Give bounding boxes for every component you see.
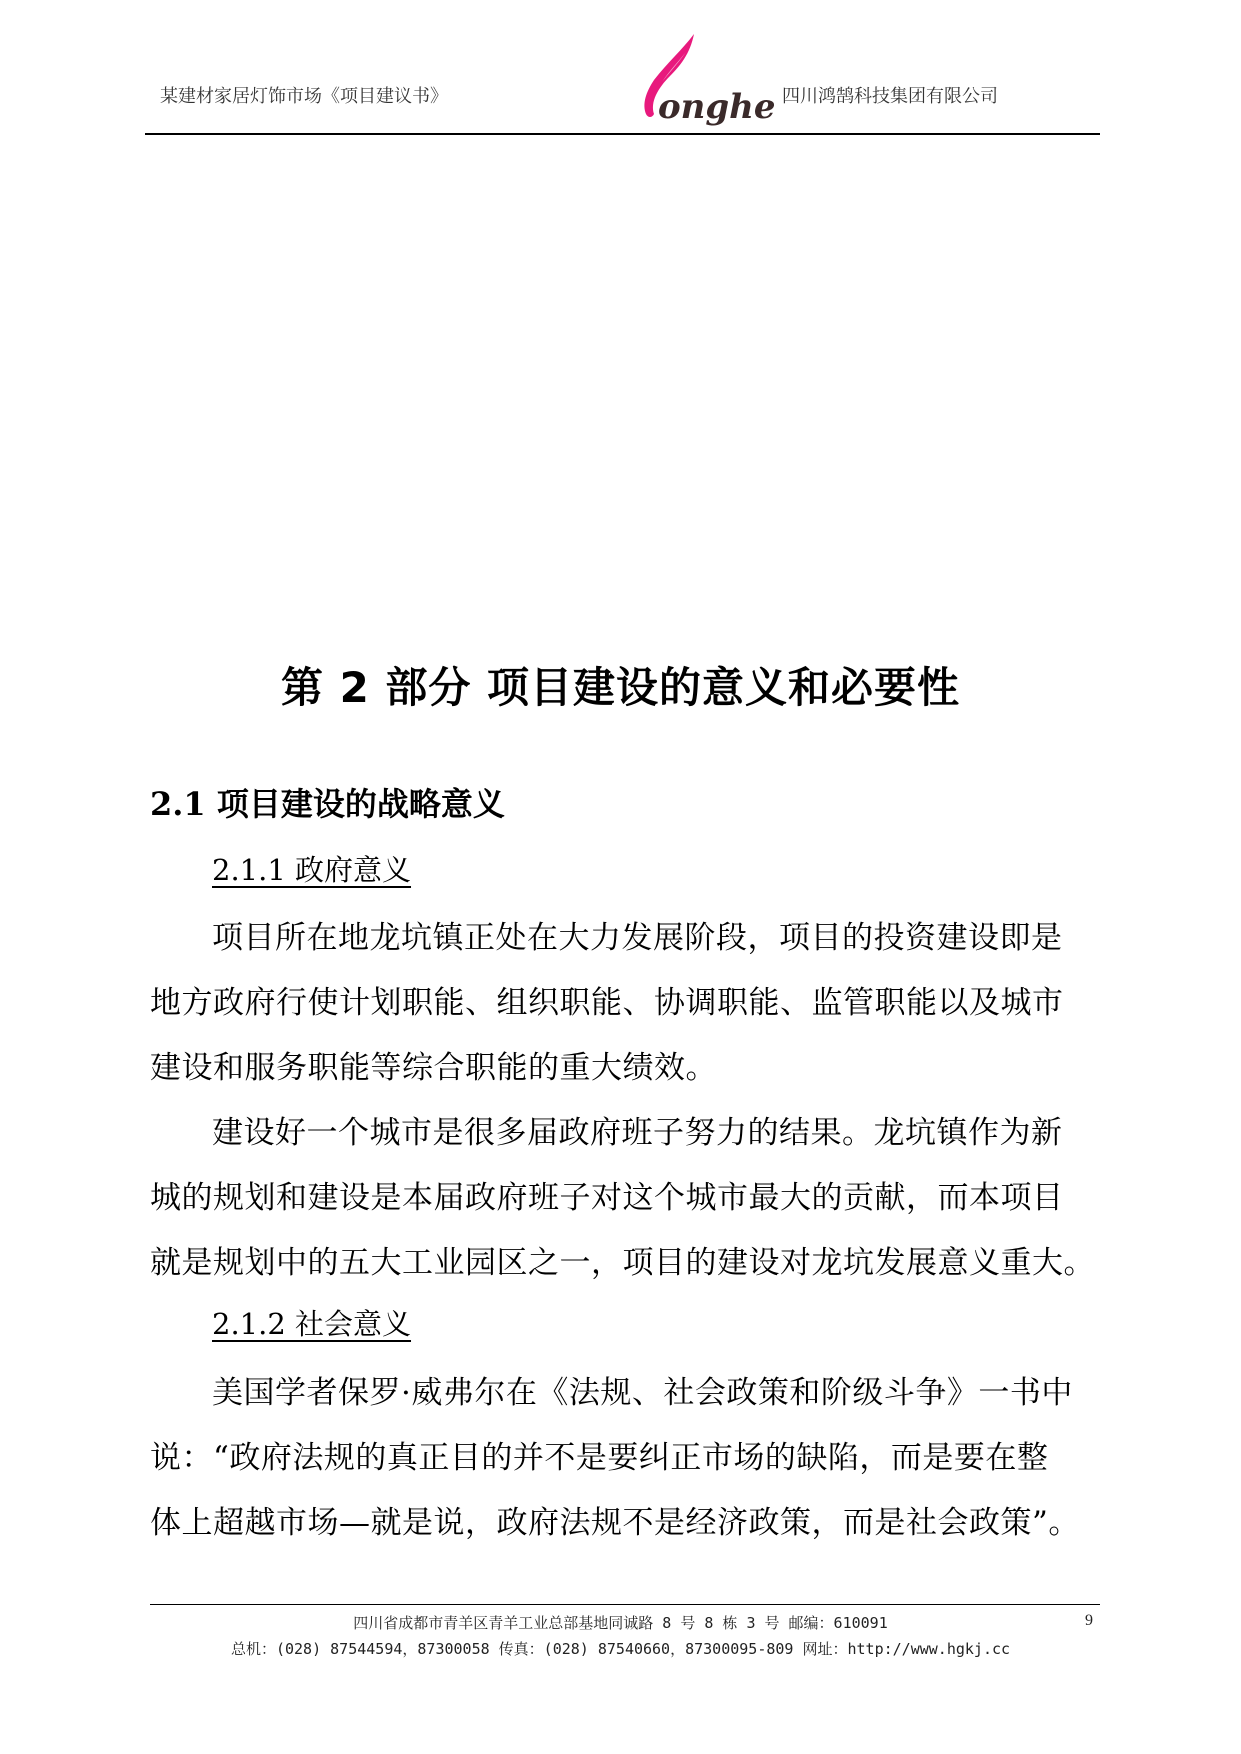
paragraph-line: 建设好一个城市是很多届政府班子努力的结果。龙坑镇作为新 [212, 1115, 1063, 1151]
paragraph-line: 建设和服务职能等综合职能的重大绩效。 [150, 1050, 717, 1086]
subsection-heading-social: 2.1.2 社会意义 [212, 1307, 412, 1341]
footer-divider [150, 1604, 1100, 1605]
paragraph-line: 项目所在地龙坑镇正处在大力发展阶段，项目的投资建设即是 [212, 920, 1063, 956]
logo-wordmark: onghe [658, 87, 776, 127]
paragraph-line: 地方政府行使计划职能、组织职能、协调职能、监管职能以及城市 [150, 985, 1064, 1021]
header-divider [145, 133, 1100, 135]
header-document-title: 某建材家居灯饰市场《项目建议书》 [160, 86, 448, 107]
section-heading: 2.1 项目建设的战略意义 [150, 785, 505, 823]
paragraph-line: 说：“政府法规的真正目的并不是要纠正市场的缺陷，而是要在整 [150, 1440, 1049, 1476]
footer-address: 四川省成都市青羊区青羊工业总部基地同诚路 8 号 8 栋 3 号 邮编：610091 [353, 1614, 888, 1632]
paragraph-line: 体上超越市场—就是说，政府法规不是经济政策，而是社会政策”。 [150, 1505, 1080, 1541]
footer-contact: 总机：(028) 87544594，87300058 传真：(028) 87540660，87300095-809 网址：http://www.hgkj.cc [230, 1640, 1011, 1658]
page-number: 9 [1085, 1612, 1093, 1629]
part-title: 第 2 部分 项目建设的意义和必要性 [280, 663, 961, 712]
paragraph-line: 美国学者保罗·威弗尔在《法规、社会政策和阶级斗争》一书中 [212, 1375, 1073, 1411]
paragraph-line: 就是规划中的五大工业园区之一，项目的建设对龙坑发展意义重大。 [150, 1245, 1095, 1281]
logo-graphic [632, 32, 792, 130]
paragraph-line: 城的规划和建设是本届政府班子对这个城市最大的贡献，而本项目 [150, 1180, 1064, 1216]
subsection-heading-government: 2.1.1 政府意义 [212, 853, 412, 887]
company-logo [632, 32, 792, 130]
header-company-name: 四川鸿鹄科技集团有限公司 [782, 86, 998, 107]
